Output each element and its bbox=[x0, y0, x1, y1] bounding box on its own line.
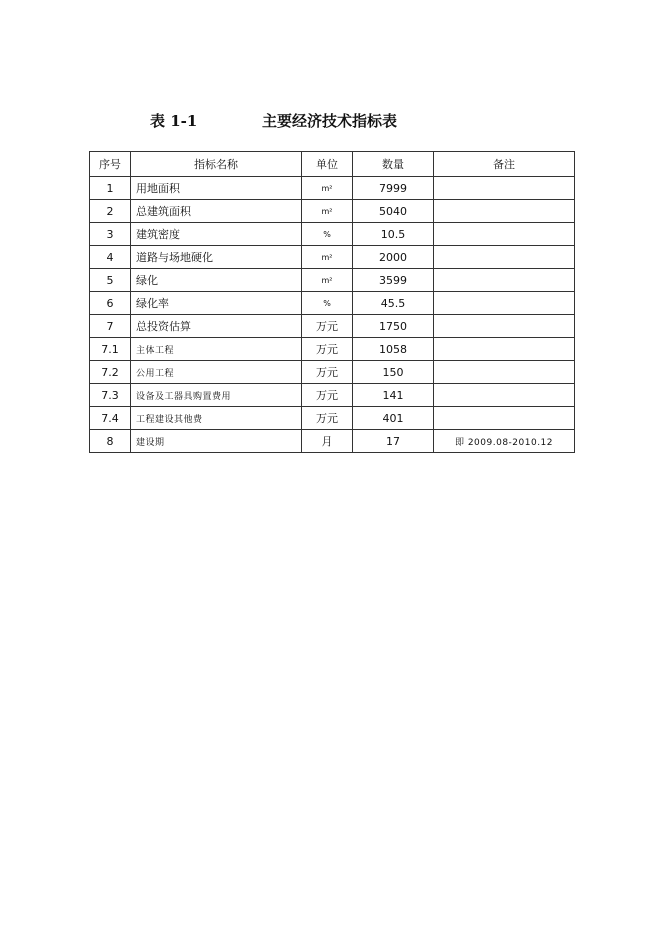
cell-unit: 万元 bbox=[302, 361, 353, 384]
table-caption bbox=[0, 110, 662, 132]
table-number: 表 1-1 bbox=[150, 112, 198, 130]
cell-name: 建设期 bbox=[131, 430, 302, 453]
cell-name: 用地面积 bbox=[131, 177, 302, 200]
cell-name: 工程建设其他费 bbox=[131, 407, 302, 430]
cell-name: 建筑密度 bbox=[131, 223, 302, 246]
cell-unit: m² bbox=[302, 177, 353, 200]
cell-seq: 6 bbox=[90, 292, 131, 315]
indicators-table bbox=[89, 151, 575, 453]
cell-qty: 45.5 bbox=[353, 292, 434, 315]
cell-seq: 7.2 bbox=[90, 361, 131, 384]
table-row bbox=[90, 223, 575, 246]
cell-seq: 7.3 bbox=[90, 384, 131, 407]
cell-unit: % bbox=[302, 223, 353, 246]
header-unit: 单位 bbox=[302, 152, 353, 177]
cell-unit: m² bbox=[302, 269, 353, 292]
cell-qty: 10.5 bbox=[353, 223, 434, 246]
cell-seq: 2 bbox=[90, 200, 131, 223]
table-title: 主要经济技术指标表 bbox=[262, 112, 398, 130]
cell-unit: 月 bbox=[302, 430, 353, 453]
cell-note bbox=[434, 292, 575, 315]
header-seq: 序号 bbox=[90, 152, 131, 177]
cell-note bbox=[434, 177, 575, 200]
cell-name: 总投资估算 bbox=[131, 315, 302, 338]
cell-note bbox=[434, 246, 575, 269]
cell-seq: 8 bbox=[90, 430, 131, 453]
cell-qty: 1750 bbox=[353, 315, 434, 338]
cell-qty: 17 bbox=[353, 430, 434, 453]
cell-name: 绿化 bbox=[131, 269, 302, 292]
cell-qty: 150 bbox=[353, 361, 434, 384]
cell-unit: 万元 bbox=[302, 315, 353, 338]
cell-name: 总建筑面积 bbox=[131, 200, 302, 223]
table-row bbox=[90, 384, 575, 407]
cell-qty: 141 bbox=[353, 384, 434, 407]
header-row bbox=[90, 152, 575, 177]
cell-note bbox=[434, 407, 575, 430]
table-row bbox=[90, 200, 575, 223]
table-row bbox=[90, 177, 575, 200]
table-row bbox=[90, 315, 575, 338]
cell-qty: 7999 bbox=[353, 177, 434, 200]
cell-note: 即 2009.08-2010.12 bbox=[434, 430, 575, 453]
cell-name: 公用工程 bbox=[131, 361, 302, 384]
cell-note bbox=[434, 200, 575, 223]
cell-note bbox=[434, 338, 575, 361]
cell-qty: 401 bbox=[353, 407, 434, 430]
table-row bbox=[90, 292, 575, 315]
cell-unit: 万元 bbox=[302, 338, 353, 361]
cell-seq: 7.1 bbox=[90, 338, 131, 361]
cell-qty: 2000 bbox=[353, 246, 434, 269]
cell-unit: m² bbox=[302, 200, 353, 223]
cell-note bbox=[434, 315, 575, 338]
cell-qty: 3599 bbox=[353, 269, 434, 292]
cell-seq: 3 bbox=[90, 223, 131, 246]
cell-name: 主体工程 bbox=[131, 338, 302, 361]
cell-seq: 4 bbox=[90, 246, 131, 269]
table-row bbox=[90, 430, 575, 453]
cell-note bbox=[434, 361, 575, 384]
cell-note bbox=[434, 269, 575, 292]
table-row bbox=[90, 338, 575, 361]
table-row bbox=[90, 246, 575, 269]
table-row bbox=[90, 361, 575, 384]
cell-qty: 5040 bbox=[353, 200, 434, 223]
cell-name: 设备及工器具购置费用 bbox=[131, 384, 302, 407]
header-name: 指标名称 bbox=[131, 152, 302, 177]
cell-seq: 1 bbox=[90, 177, 131, 200]
cell-seq: 7.4 bbox=[90, 407, 131, 430]
cell-unit: % bbox=[302, 292, 353, 315]
cell-unit: m² bbox=[302, 246, 353, 269]
cell-unit: 万元 bbox=[302, 384, 353, 407]
cell-seq: 7 bbox=[90, 315, 131, 338]
cell-unit: 万元 bbox=[302, 407, 353, 430]
cell-note bbox=[434, 384, 575, 407]
cell-name: 道路与场地硬化 bbox=[131, 246, 302, 269]
cell-qty: 1058 bbox=[353, 338, 434, 361]
header-note: 备注 bbox=[434, 152, 575, 177]
table-row bbox=[90, 269, 575, 292]
cell-seq: 5 bbox=[90, 269, 131, 292]
header-qty: 数量 bbox=[353, 152, 434, 177]
table-row bbox=[90, 407, 575, 430]
cell-name: 绿化率 bbox=[131, 292, 302, 315]
cell-note bbox=[434, 223, 575, 246]
